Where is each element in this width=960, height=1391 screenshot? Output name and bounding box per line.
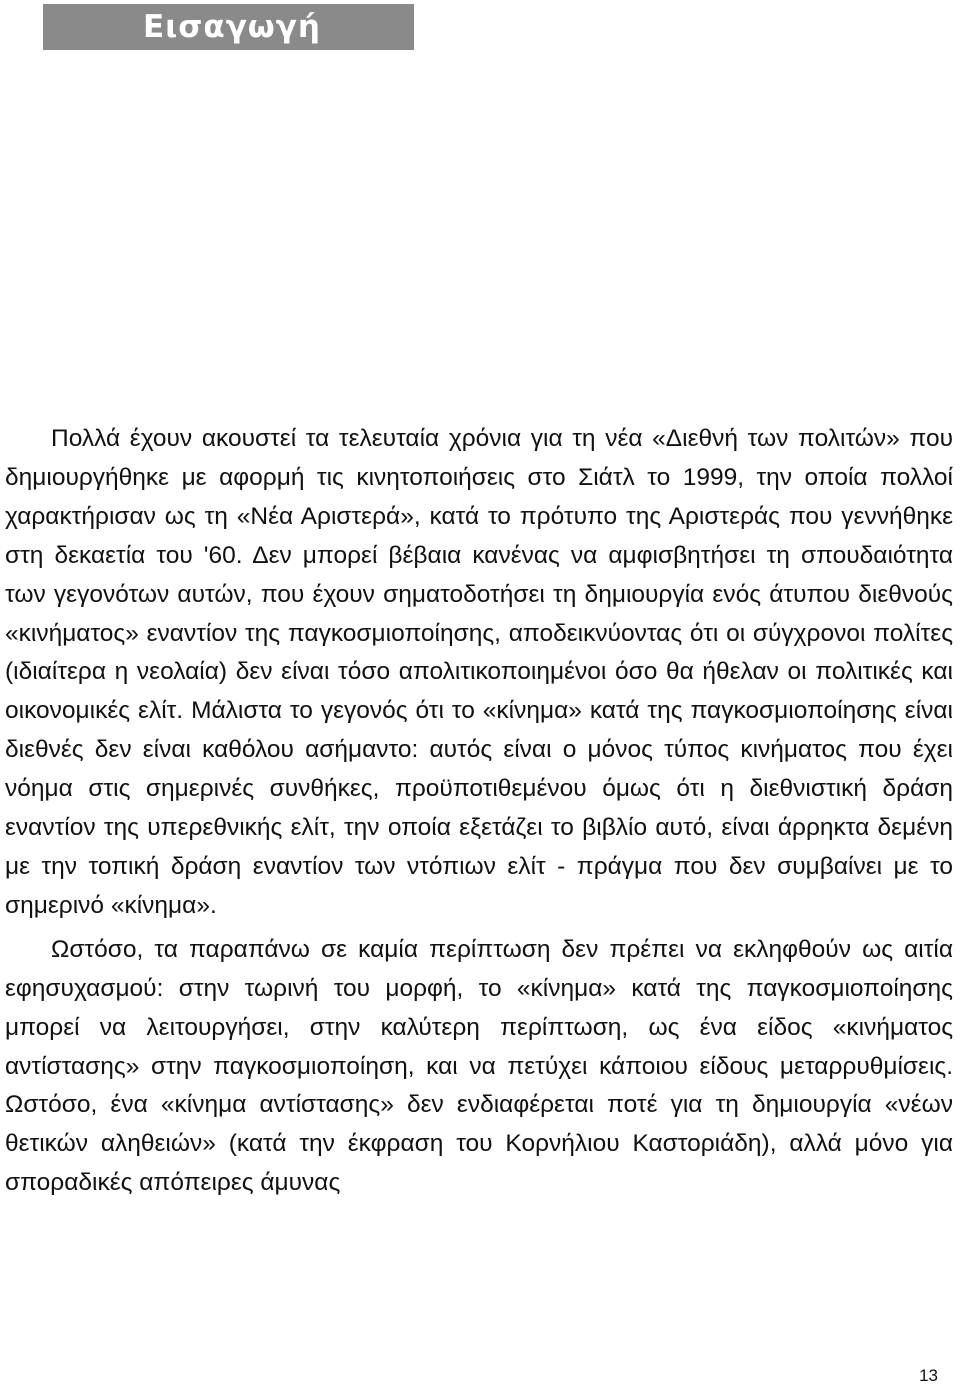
body-text	[5, 420, 953, 1203]
chapter-header	[43, 4, 414, 50]
paragraph-2: Ωστόσο, τα παραπάνω σε καμία περίπτωση δεν πρέπει να εκληφθούν ως αιτία εφησυχασμού: στην τωρινή του μορφή, το «κίνημα» κατά της παγκοσμιοποίησης μπορεί να λειτουργήσει, στην καλύτερη περίπτωση, ως ένα είδος «κινήματος αντίστασης» στην παγκοσμιοποίηση, και να πετύχει κάποιου είδους μεταρρυθμίσεις. Ωστόσο, ένα «κίνημα αντίστασης» δεν ενδιαφέρεται ποτέ για τη δημιουργία «νέων θετικών αληθειών» (κατά την έκφραση του Κορνήλιου Καστοριάδη), αλλά μόνο για σποραδικές απόπειρες άμυνας	[5, 935, 953, 1197]
chapter-title: Εισαγωγή	[143, 9, 321, 45]
page-number: 13	[919, 1366, 938, 1385]
paragraph-1: Πολλά έχουν ακουστεί τα τελευταία χρόνια για τη νέα «Διεθνή των πολιτών» που δημιουργήθηκε με αφορμή τις κινητοποιήσεις στο Σιάτλ το 1999, την οποία πολλοί χαρακτήρισαν ως τη «Νέα Αριστερά», κατά το πρότυπο της Αριστεράς που γεννήθηκε στη δεκαετία του '60. Δεν μπορεί βέβαια κανένας να αμφισβητήσει τη σπουδαιότητα των γεγονότων αυτών, που έχουν σηματοδοτήσει τη δημιουργία ενός άτυπου διεθνούς «κινήματος» εναντίον της παγκοσμιοποίησης, αποδεικνύοντας ότι οι σύγχρονοι πολίτες (ιδιαίτερα η νεολαία) δεν είναι τόσο απολιτικοποιημένοι όσο θα ήθελαν οι πολιτικές και οικονομικές ελίτ. Μάλιστα το γεγονός ότι το «κίνημα» κατά της παγκοσμιοποίησης είναι διεθνές δεν είναι καθόλου ασήμαντο: αυτός είναι ο μόνος τύπος κινήματος που έχει νόημα στις σημερινές συνθήκες, προϋποτιθεμένου όμως ότι η διεθνιστική δράση εναντίον της υπερεθνικής ελίτ, την οποία εξετάζει το βιβλίο αυτό, είναι άρρηκτα δεμένη με την τοπική δράση εναντίον των ντόπιων ελίτ - πράγμα που δεν συμβαίνει με το σημερινό «κίνημα».	[5, 425, 953, 919]
